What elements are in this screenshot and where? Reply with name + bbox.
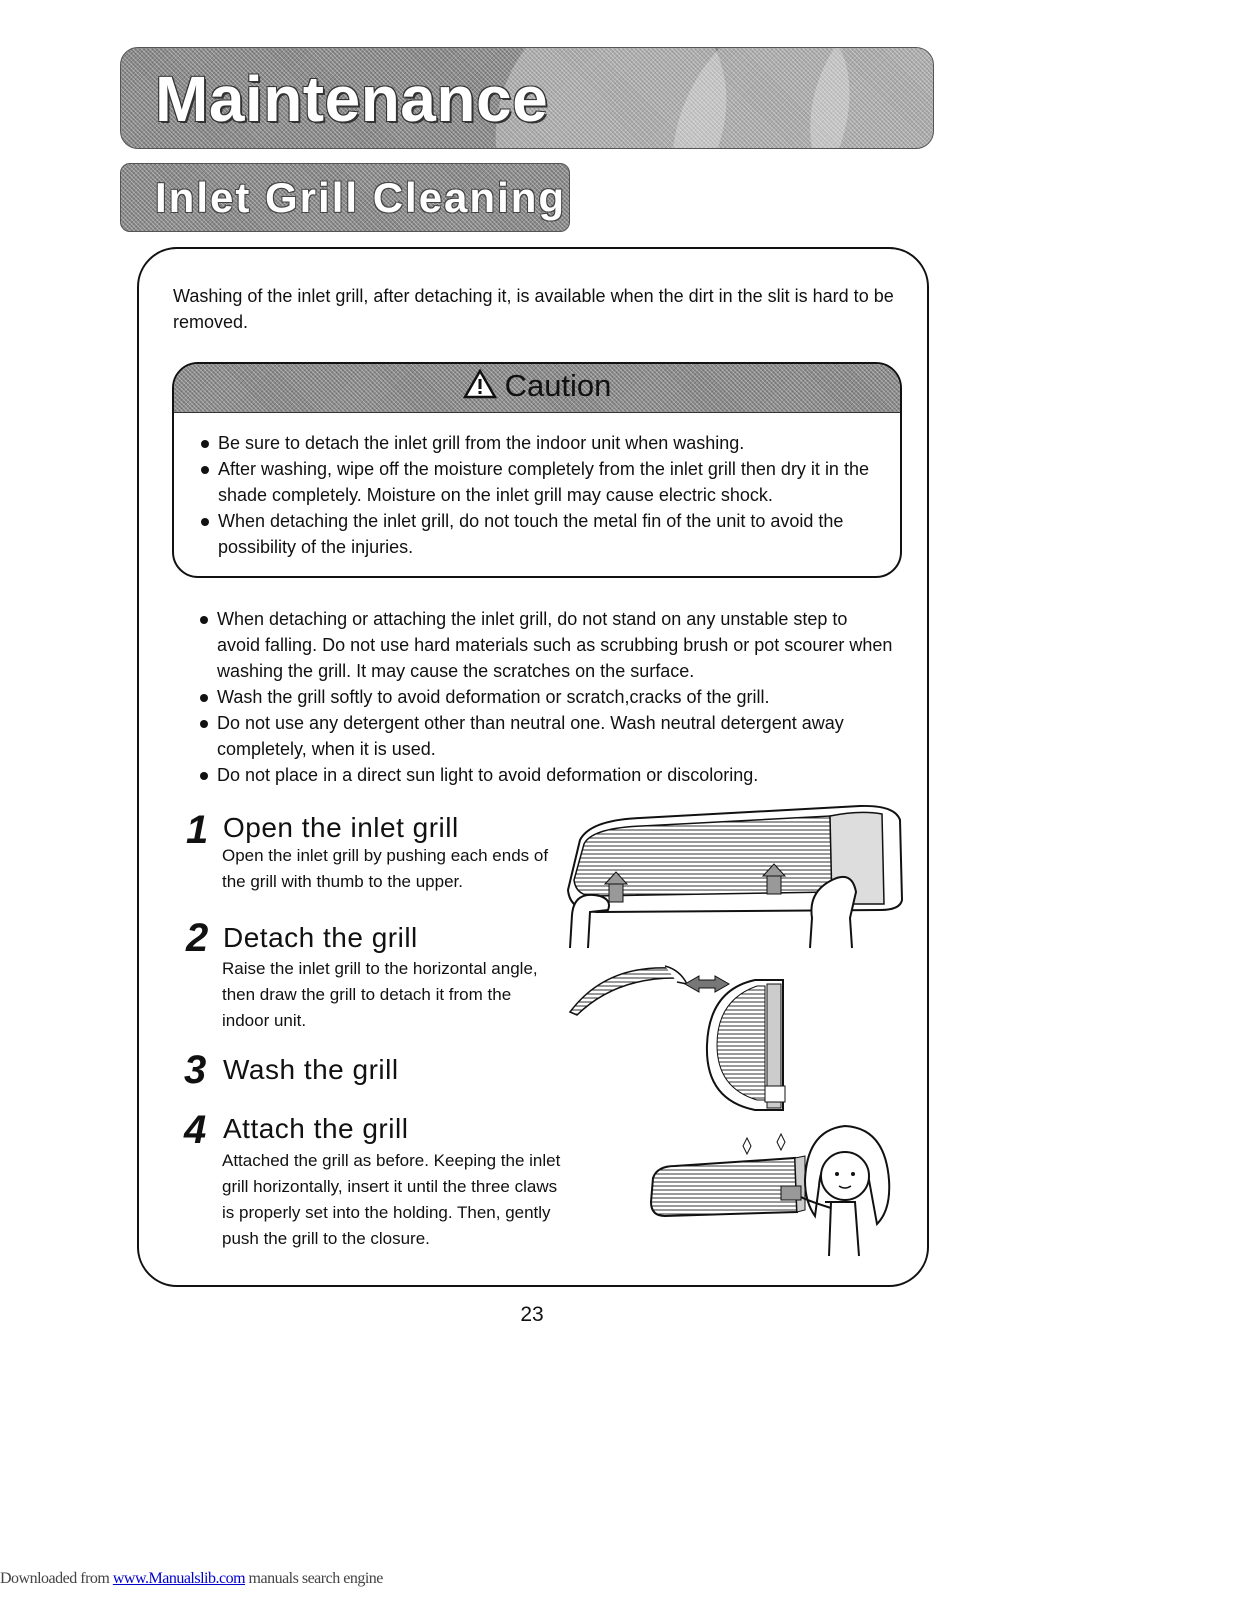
footer-suffix: manuals search engine [245, 1570, 383, 1587]
section-banner [120, 163, 570, 232]
caution-title: Caution [504, 368, 612, 403]
step-4-number: 4 [184, 1108, 207, 1152]
step-2-desc: Raise the inlet grill to the horizontal angle, then draw the grill to detach it from the indoor unit. [222, 959, 538, 1030]
caution-item: Be sure to detach the inlet grill from the indoor unit when washing. [174, 430, 892, 456]
step-1-title: Open the inlet grill [223, 812, 459, 843]
intro-text: Washing of the inlet grill, after detaching it, is available when the dirt in the slit is hard to be removed. [173, 286, 894, 332]
note-item: Do not place in a direct sun light to avoid deformation or discoloring. [173, 762, 893, 788]
step-4-desc: Attached the grill as before. Keeping the inlet grill horizontally, insert it until the three claws is properly set into the holding. Then, gently push the grill to the closure. [222, 1151, 561, 1248]
title-banner [120, 47, 934, 149]
step-3-title: Wash the grill [223, 1054, 399, 1085]
step-2-title: Detach the grill [223, 922, 418, 953]
step-1-number: 1 [186, 808, 209, 852]
notes-list [173, 606, 893, 788]
note-item: When detaching or attaching the inlet grill, do not stand on any unstable step to avoid falling. Do not use hard materials such as scrubbing brush or pot scourer when washing the grill. It may cause the scratches on the surface. [173, 606, 893, 684]
note-item: Wash the grill softly to avoid deformation or scratch,cracks of the grill. [173, 684, 893, 710]
step-3-number: 3 [184, 1048, 207, 1092]
step-1-desc: Open the inlet grill by pushing each ends of the grill with thumb to the upper. [222, 846, 549, 891]
step-2-number: 2 [186, 916, 209, 960]
attach-grill-illustration [645, 1120, 895, 1260]
step-4-title: Attach the grill [223, 1113, 409, 1144]
section-title: Inlet Grill Cleaning [155, 174, 567, 221]
footer [0, 1570, 383, 1588]
caution-header [174, 364, 900, 413]
caution-list [174, 430, 892, 560]
caution-box [172, 362, 902, 578]
detach-grill-illustration [565, 960, 795, 1115]
page-number: 23 [520, 1303, 544, 1326]
open-grill-illustration [560, 800, 905, 950]
warning-triangle-icon [463, 369, 497, 407]
caution-item: When detaching the inlet grill, do not touch the metal fin of the unit to avoid the possibility of the injuries. [174, 508, 892, 560]
caution-item: After washing, wipe off the moisture completely from the inlet grill then dry it in the shade completely. Moisture on the inlet grill may cause electric shock. [174, 456, 892, 508]
page-title: Maintenance [155, 63, 549, 135]
manualslib-link[interactable]: www.Manualslib.com [112, 1570, 246, 1587]
footer-prefix: Downloaded from [0, 1570, 113, 1587]
note-item: Do not use any detergent other than neutral one. Wash neutral detergent away completely, when it is used. [173, 710, 893, 762]
